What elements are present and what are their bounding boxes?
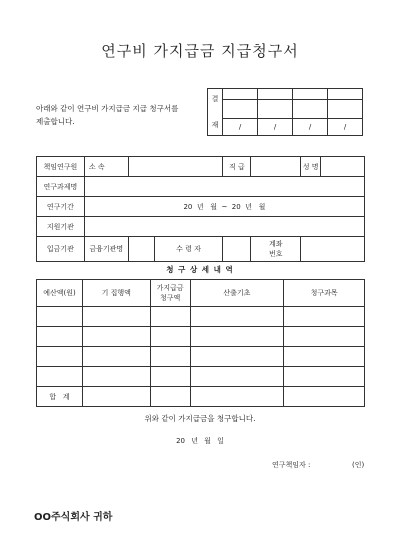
cell-basis[interactable] bbox=[190, 367, 284, 387]
approval-header-cell bbox=[328, 89, 363, 100]
approval-sign-cell[interactable] bbox=[258, 100, 293, 119]
cell-executed[interactable] bbox=[82, 347, 150, 367]
approval-header-cell bbox=[293, 89, 328, 100]
label-account-line1: 계좌 bbox=[268, 240, 283, 248]
field-recipient[interactable] bbox=[223, 237, 251, 262]
cell-item[interactable] bbox=[284, 327, 365, 347]
cell-item[interactable] bbox=[284, 347, 365, 367]
cell-requested[interactable] bbox=[150, 327, 190, 347]
cell-item[interactable] bbox=[284, 307, 365, 327]
field-account[interactable] bbox=[301, 237, 365, 262]
label-period: 연구기간 bbox=[37, 197, 85, 217]
label-account bbox=[251, 237, 301, 262]
cell-requested[interactable] bbox=[150, 307, 190, 327]
info-table bbox=[36, 156, 365, 262]
label-affiliation: 소 속 bbox=[84, 157, 128, 177]
total-requested[interactable] bbox=[150, 387, 190, 407]
approval-date-cell[interactable]: / bbox=[293, 119, 328, 136]
approval-table bbox=[207, 88, 363, 136]
table-row bbox=[37, 307, 365, 327]
cell-requested[interactable] bbox=[150, 367, 190, 387]
total-basis[interactable] bbox=[190, 387, 284, 407]
label-total: 합 계 bbox=[37, 387, 83, 407]
addressee: OO주식회사 귀하 bbox=[34, 512, 113, 523]
label-position: 직 급 bbox=[223, 157, 251, 177]
cell-basis[interactable] bbox=[190, 327, 284, 347]
total-executed[interactable] bbox=[82, 387, 150, 407]
date-line[interactable]: 20 년 월 일 bbox=[176, 437, 224, 445]
total-item[interactable] bbox=[284, 387, 365, 407]
col-budget: 예산액(원) bbox=[37, 280, 83, 307]
cell-budget[interactable] bbox=[37, 307, 83, 327]
intro-line-1: 아래와 같이 연구비 가지급금 지급 청구서를 bbox=[36, 104, 179, 113]
section-title: 청 구 상 세 내 역 bbox=[166, 265, 234, 274]
col-requested-line2: 청구액 bbox=[159, 294, 181, 302]
claim-sentence: 위와 같이 가지급금을 청구합니다. bbox=[144, 414, 256, 423]
label-name: 성 명 bbox=[301, 157, 321, 177]
field-name[interactable] bbox=[321, 157, 365, 177]
cell-budget[interactable] bbox=[37, 327, 83, 347]
col-requested bbox=[150, 280, 190, 307]
field-funding[interactable] bbox=[84, 217, 364, 237]
col-item: 청구과목 bbox=[284, 280, 365, 307]
approval-sign-cell[interactable] bbox=[223, 100, 258, 119]
detail-table bbox=[36, 279, 365, 407]
total-row bbox=[37, 387, 365, 407]
approval-sign-cell[interactable] bbox=[328, 100, 363, 119]
label-bank: 금융기관명 bbox=[84, 237, 128, 262]
approval-header-cell bbox=[223, 89, 258, 100]
label-project: 연구과제명 bbox=[37, 177, 85, 197]
intro-line-2: 제출합니다. bbox=[36, 117, 75, 126]
cell-executed[interactable] bbox=[82, 307, 150, 327]
cell-requested[interactable] bbox=[150, 347, 190, 367]
label-account-line2: 번호 bbox=[268, 250, 283, 258]
field-project[interactable] bbox=[84, 177, 364, 197]
table-row bbox=[37, 347, 365, 367]
col-basis: 산출기초 bbox=[190, 280, 284, 307]
cell-basis[interactable] bbox=[190, 347, 284, 367]
col-executed: 기 집행액 bbox=[82, 280, 150, 307]
field-period[interactable]: 20 년 월 ~ 20 년 월 bbox=[84, 197, 364, 217]
cell-executed[interactable] bbox=[82, 367, 150, 387]
intro-text bbox=[36, 102, 178, 128]
field-bank[interactable] bbox=[128, 237, 154, 262]
document-title: 연구비 가지급금 지급청구서 bbox=[101, 42, 299, 60]
field-affiliation[interactable] bbox=[128, 157, 223, 177]
approval-header-cell bbox=[258, 89, 293, 100]
cell-executed[interactable] bbox=[82, 327, 150, 347]
approval-date-cell[interactable]: / bbox=[223, 119, 258, 136]
field-position[interactable] bbox=[251, 157, 301, 177]
seal-mark[interactable]: (인) bbox=[352, 461, 365, 469]
approval-sign-cell[interactable] bbox=[293, 100, 328, 119]
label-deposit: 입금기관 bbox=[37, 237, 85, 262]
table-row bbox=[37, 367, 365, 387]
approval-label-bottom: 재 bbox=[211, 121, 219, 129]
approval-label bbox=[208, 89, 223, 136]
cell-item[interactable] bbox=[284, 367, 365, 387]
col-requested-line1: 가지급금 bbox=[156, 284, 184, 292]
signer-label: 연구책임자 : bbox=[272, 461, 311, 469]
label-funding: 지원기관 bbox=[37, 217, 85, 237]
label-recipient: 수 령 자 bbox=[154, 237, 223, 262]
table-row bbox=[37, 327, 365, 347]
approval-label-top: 결 bbox=[211, 95, 219, 103]
cell-budget[interactable] bbox=[37, 367, 83, 387]
label-pi: 책임연구원 bbox=[37, 157, 85, 177]
cell-basis[interactable] bbox=[190, 307, 284, 327]
approval-date-cell[interactable]: / bbox=[258, 119, 293, 136]
cell-budget[interactable] bbox=[37, 347, 83, 367]
approval-date-cell[interactable]: / bbox=[328, 119, 363, 136]
